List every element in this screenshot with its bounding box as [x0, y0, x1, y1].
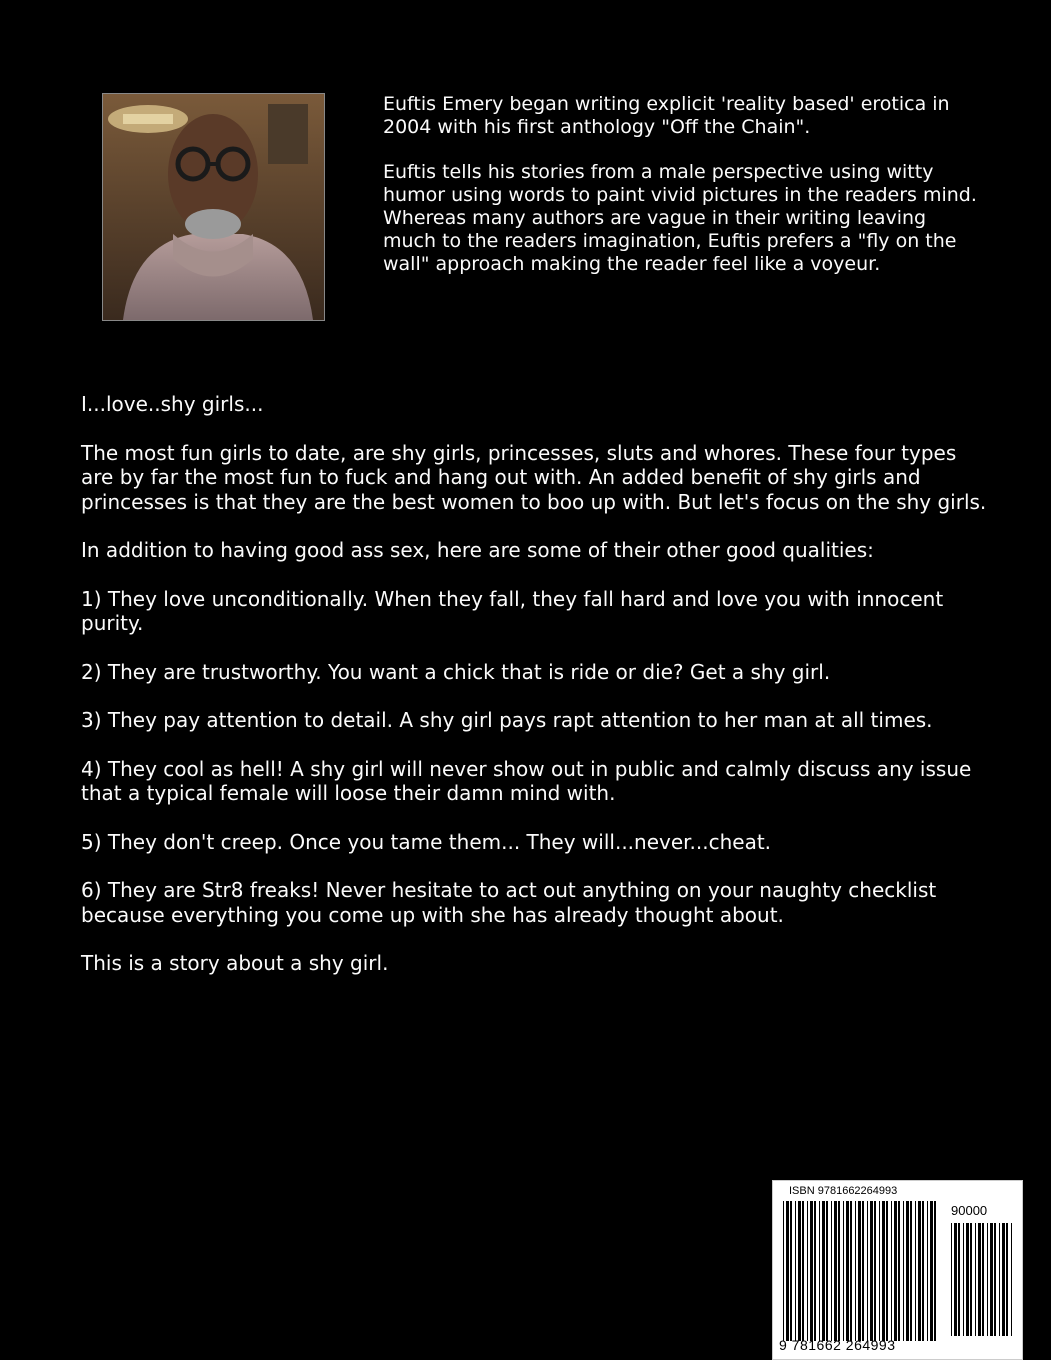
barcode-bar [814, 1201, 816, 1341]
barcode-bar [982, 1223, 984, 1336]
barcode-bar [819, 1201, 820, 1341]
barcode-bar [951, 1223, 952, 1336]
barcode-bar [987, 1223, 988, 1336]
barcode-bar [999, 1223, 1000, 1336]
story-paragraph: 5) They don't creep. Once you tame them... They will...never...cheat. [81, 829, 772, 854]
barcode-digits: 9 781662 264993 [779, 1337, 896, 1353]
barcode-bar [810, 1201, 813, 1341]
story-paragraph: 6) They are Str8 freaks! Never hesitate to act out anything on your naughty checklist because everything you come up with she has already thought about. [81, 878, 937, 927]
story-blurb [81, 392, 991, 1000]
barcode-bar [958, 1223, 960, 1336]
story-paragraph: 1) They love unconditionally. When they fall, they fall hard and love you with innocent purity. [81, 586, 944, 635]
isbn-label: ISBN 9781662264993 [789, 1185, 898, 1197]
bio-paragraph: Euftis Emery began writing explicit 'reality based' erotica in 2004 with his first anthology "Off the Chain". [383, 93, 950, 138]
barcode-bar [906, 1201, 909, 1341]
barcode-bar [927, 1201, 928, 1341]
author-photo-image [103, 94, 324, 320]
barcode-bar [898, 1201, 900, 1341]
story-paragraph: 4) They cool as hell! A shy girl will never show out in public and calmly discuss any issue that a typical female will loose their damn mind with. [81, 756, 972, 805]
barcode-bar [798, 1201, 801, 1341]
barcode-bar [918, 1201, 921, 1341]
barcode-bar [930, 1201, 933, 1341]
barcode-bar [870, 1201, 873, 1341]
barcode-bar [970, 1223, 972, 1336]
story-paragraph: 3) They pay attention to detail. A shy girl pays rapt attention to her man at all times. [81, 708, 933, 732]
barcode-bar [802, 1201, 804, 1341]
barcode-bar [1002, 1223, 1005, 1336]
author-bio [383, 93, 983, 298]
barcode-bar [894, 1201, 897, 1341]
barcode-bar [879, 1201, 880, 1341]
story-paragraph: 2) They are trustworthy. You want a chick that is ride or die? Get a shy girl. [81, 659, 831, 684]
barcode-bar [826, 1201, 828, 1341]
barcode-bar [831, 1201, 832, 1341]
story-paragraph: I...love..shy girls... [81, 392, 264, 416]
barcode-bar [882, 1201, 885, 1341]
story-paragraph: In addition to having good ass sex, here are some of their other good qualities: [81, 538, 874, 562]
barcode-bar [846, 1201, 849, 1341]
barcode-bar [858, 1201, 861, 1341]
barcode-bar [786, 1201, 789, 1341]
barcode-bar [822, 1201, 825, 1341]
barcode-bar [963, 1223, 964, 1336]
barcode-bar [915, 1201, 916, 1341]
barcode-bar [862, 1201, 864, 1341]
barcode-bar [903, 1201, 904, 1341]
barcode-bar [795, 1201, 796, 1341]
barcode-bar [843, 1201, 844, 1341]
barcode-bar [990, 1223, 993, 1336]
barcode-bar [807, 1201, 808, 1341]
barcode-bar [867, 1201, 868, 1341]
barcode-bar [886, 1201, 888, 1341]
barcode-bar [994, 1223, 996, 1336]
barcode-bar [783, 1201, 784, 1341]
isbn-barcode [772, 1180, 1023, 1360]
barcode-bar [790, 1201, 792, 1341]
barcode-bar [874, 1201, 876, 1341]
bio-paragraph: Euftis tells his stories from a male perspective using witty humor using words to paint vivid pictures in the readers mind. Whereas many authors are vague in their writing leaving much to the readers imagination, Euftis prefers a "fly on the wall" approach making the reader feel like a voyeur. [383, 161, 977, 275]
barcode-bar [910, 1201, 912, 1341]
story-paragraph: The most fun girls to date, are shy girls, princesses, sluts and whores. These four types are by far the most fun to fuck and hang out with. An added benefit of shy girls and princesses is that they are the best women to boo up with. But let's focus on the shy girls. [81, 440, 987, 514]
barcode-bar [838, 1201, 840, 1341]
barcode-bar [1011, 1223, 1012, 1336]
barcode-bar [966, 1223, 969, 1336]
barcode-bar [834, 1201, 837, 1341]
barcode-bar [975, 1223, 976, 1336]
story-paragraph: This is a story about a shy girl. [81, 951, 389, 975]
barcode-bar [954, 1223, 957, 1336]
barcode-bar [1006, 1223, 1008, 1336]
barcode-bar [978, 1223, 981, 1336]
barcode-bar [855, 1201, 856, 1341]
barcode-bar [891, 1201, 892, 1341]
barcode-bar [922, 1201, 924, 1341]
barcode-bar [934, 1201, 936, 1341]
barcode-bar [850, 1201, 852, 1341]
author-photo [102, 93, 325, 321]
price-code: 90000 [951, 1203, 988, 1218]
